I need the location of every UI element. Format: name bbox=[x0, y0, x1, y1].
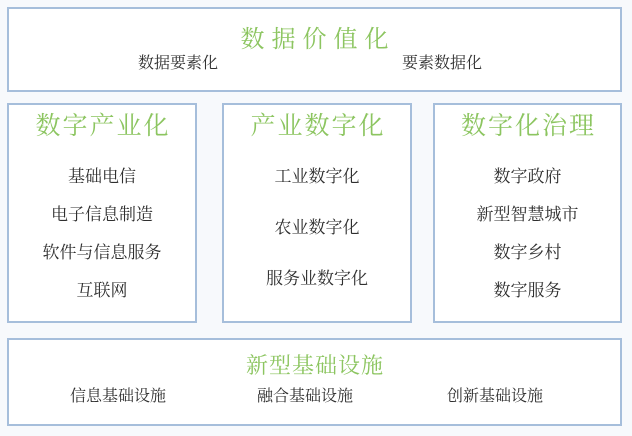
new-infrastructure-title: 新型基础设施 bbox=[245, 353, 384, 378]
list-item: 数字服务 bbox=[493, 281, 562, 300]
bottom-box-item-1: 信息基础设施 bbox=[69, 388, 166, 405]
list-item: 数字政府 bbox=[493, 167, 562, 186]
industry-digitalization-title: 产业数字化 bbox=[250, 112, 386, 140]
list-item: 服务业数字化 bbox=[266, 269, 368, 288]
digital-industrialization-title: 数字产业化 bbox=[35, 112, 171, 140]
digital-governance-items bbox=[435, 167, 620, 319]
list-item: 新型智慧城市 bbox=[476, 205, 579, 224]
industry-digitalization-items bbox=[224, 167, 410, 320]
data-valorization-box bbox=[7, 7, 622, 92]
top-box-title: 数据价值化 bbox=[240, 26, 396, 53]
list-item: 软件与信息服务 bbox=[42, 243, 162, 262]
digital-governance-box bbox=[433, 103, 622, 323]
list-item: 电子信息制造 bbox=[51, 205, 153, 224]
new-infrastructure-box bbox=[7, 338, 622, 426]
bottom-box-item-2: 融合基础设施 bbox=[256, 388, 353, 405]
list-item: 农业数字化 bbox=[274, 218, 360, 237]
top-box-item-2: 要素数据化 bbox=[401, 55, 482, 72]
digital-governance-title: 数字化治理 bbox=[460, 112, 596, 140]
top-box-item-1: 数据要素化 bbox=[137, 55, 218, 72]
list-item: 工业数字化 bbox=[274, 167, 360, 186]
bottom-box-item-3: 创新基础设施 bbox=[446, 388, 543, 405]
list-item: 互联网 bbox=[76, 281, 128, 300]
digital-industrialization-box bbox=[7, 103, 197, 323]
list-item: 数字乡村 bbox=[493, 243, 562, 262]
industry-digitalization-box bbox=[222, 103, 412, 323]
list-item: 基础电信 bbox=[68, 167, 136, 186]
digital-industrialization-items bbox=[9, 167, 195, 319]
